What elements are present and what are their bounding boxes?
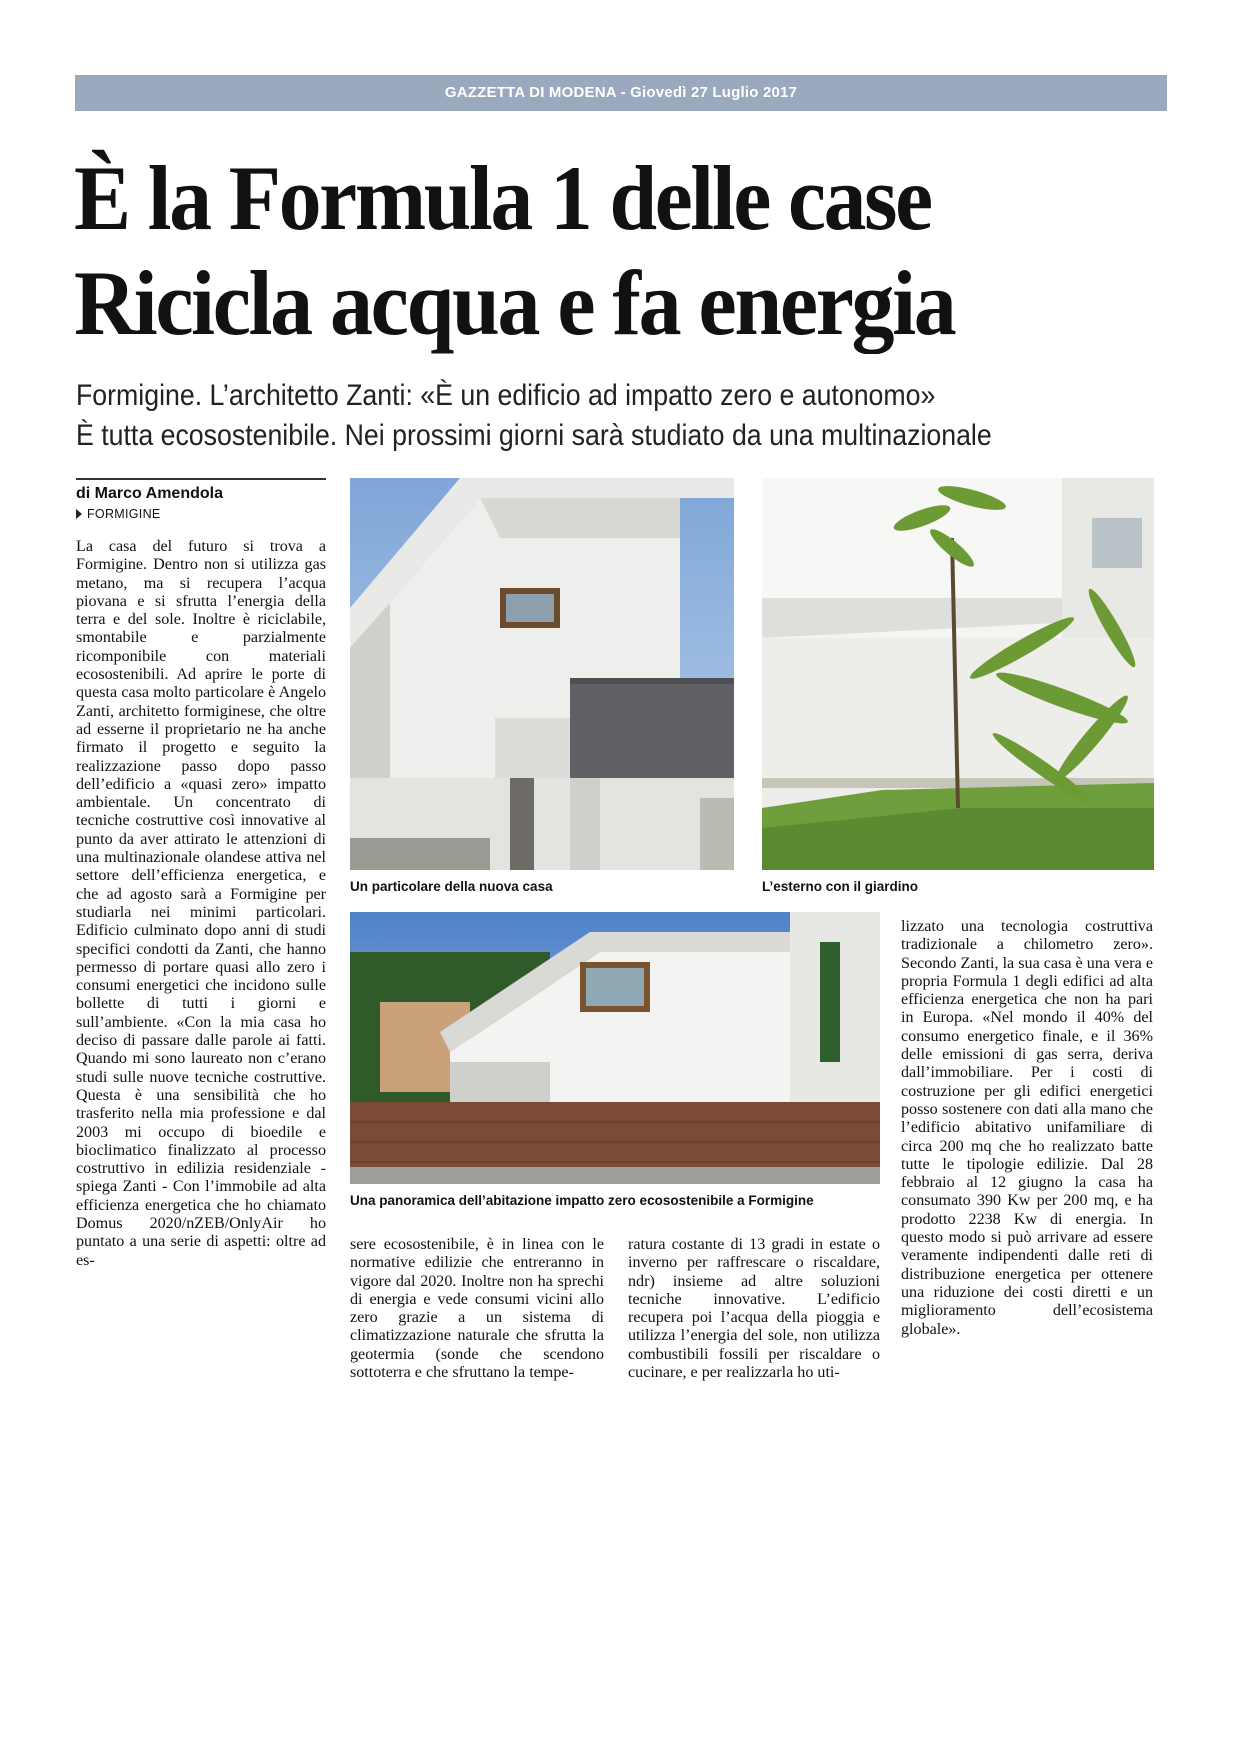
photo-panoramic-house [350,912,880,1184]
byline-author: di Marco Amendola [76,485,223,502]
photo-caption-3: Una panoramica dell’abitazione impatto zero ecosostenibile a Formigine [350,1193,814,1208]
article-column-2 [350,1236,604,1382]
location-marker-icon [76,509,82,519]
photo-caption-2: L’esterno con il giardino [762,879,919,894]
photo-house-detail [350,478,734,870]
article-column-4 [901,918,1153,1339]
photo-caption-1: Un particolare della nuova casa [350,879,553,894]
article-text-col4: lizzato una tecnologia costruttiva tradizionale a chilometro zero». Secondo Zanti, la sua casa è una vera e propria Formula 1 degli edifici ad alta efficienza energetica che non ha pari in Europa. «Nel mondo il 40% del consumo energetico finale, e il 36% delle emissioni di gas serra, deriva dall’immobiliare. Per i costi di costruzione per gli edifici energetici posso sostenere con dati alla mano che l’edificio abitativo unifamiliare di circa 200 mq che ho realizzato batte tutte le tipologie edilizie. Dal 28 febbraio al 12 giugno la casa ha consumato 390 Kw per 200 mq, e ha prodotto 2238 Kw di energia. In questo modo si può arrivare ad essere veramente indipendenti dalle reti di distribuzione energetica per ottenere una riduzione dei costi diretti e un miglioramento dell’ecosistema globale». [901,918,1153,1338]
article-column-1 [76,538,326,1270]
article-text-col3: ratura costante di 13 gradi in estate o inverno per raffrescare o riscaldare, ndr) insieme ad altre soluzioni tecniche innovative. L’edificio recupera poi l’acqua della pioggia e utilizza l’energia del sole, non utilizza combustibili fossili per riscaldare o cucinare, e per realizzarla ho uti- [628,1236,880,1382]
byline [76,478,326,523]
headline-line-1: È la Formula 1 delle case [74,147,931,249]
photo-exterior-garden [762,478,1154,870]
subheadline-line-1: Formigine. L’architetto Zanti: «È un edificio ad impatto zero e autonomo» [76,379,936,412]
article-column-3 [628,1236,880,1382]
article-text-col1: La casa del futuro si trova a Formigine. Dentro non si utilizza gas metano, ma si recupera l’acqua piovana e si sfrutta l’energia della terra e del sole. Inoltre è riciclabile, smontabile e parzialmente ricomponibile con materiali ecosostenibili. Ad aprire le porte di questa casa molto particolare è Angelo Zanti, architetto formiginese, che oltre ad esserne il proprietario ne ha anche firmato il progetto e seguito la realizzazione passo dopo passo dell’edificio a «quasi zero» impatto ambientale. Un concentrato di tecniche costruttive così innovative al punto da aver attirato le attenzioni di una multinazionale olandese attiva nel settore dell’efficienza energetica, e che ad agosto sarà a Formigine per studiarla nei minimi particolari. Edificio culminato dopo anni di studi specifici condotti da Zanti, che hanno permesso di portare quasi allo zero i consumi energetici che incidono sulle bollette di tutti i giorni e sull’ambiente. «Con la mia casa ho deciso di passare dalle parole ai fatti. Quando mi sono laureato non c’erano studi sulle nuove tecniche costruttive. Questa è una sensibilità che ho trasferito nella mia professione e dal 2003 mi occupo di bioedile e bioclimatico finalizzato al processo costruttivo in edilizia residenziale - spiega Zanti - Con l’immobile ad alta efficienza energetica che ho chiamato Domus 2020/nZEB/OnlyAir ho puntato a una serie di aspetti: oltre ad es- [76,538,326,1269]
masthead-band [75,75,1167,111]
byline-location-text: FORMIGINE [87,507,161,521]
masthead-text: GAZZETTA DI MODENA - Giovedì 27 Luglio 2017 [444,84,798,101]
subheadline-line-2: È tutta ecosostenibile. Nei prossimi giorni sarà studiato da una multinazionale [76,419,992,452]
headline-line-2: Ricicla acqua e fa energia [74,252,955,354]
byline-location [76,505,326,523]
article-text-col2: sere ecosostenibile, è in linea con le normative edilizie che entreranno in vigore dal 2020. Inoltre non ha sprechi di energia e vede consumi vicini allo zero grazie a un sistema di climatizzazione naturale che sfrutta la geotermia (sonde che scendono sottoterra e che sfruttano la tempe- [350,1236,604,1382]
